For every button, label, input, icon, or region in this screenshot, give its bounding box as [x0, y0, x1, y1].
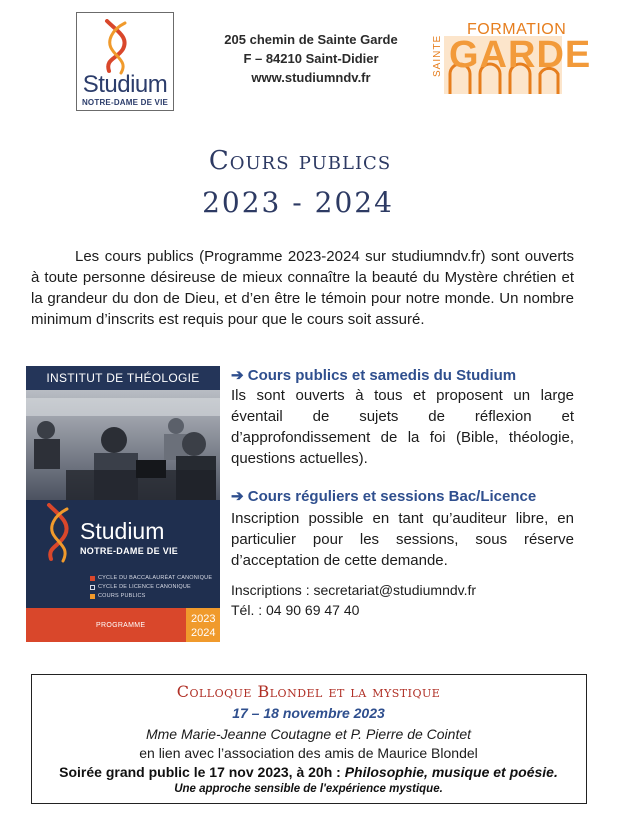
colloque-event-prefix: Soirée grand public le 17 nov 2023, à 20h :: [59, 764, 345, 780]
logo-wordmark: Studium: [82, 71, 168, 98]
formation-logo-main: GARDE: [449, 34, 592, 76]
colloque-title: Colloque Blondel et la mystique: [176, 682, 441, 701]
classroom-photo: [26, 390, 220, 500]
cover-cycle-marker: [90, 576, 95, 581]
address-street: 205 chemin de Sainte Garde: [224, 32, 398, 47]
cover-cycle-marker: [90, 594, 95, 599]
address-city: F – 84210 Saint-Didier: [243, 51, 379, 66]
cover-wordmark: Studium: [80, 518, 165, 544]
colloque-tagline: Une approche sensible de l'expérience mystique.: [174, 783, 443, 795]
colloque-event: [32, 764, 585, 780]
contact-email[interactable]: Inscriptions : secretariat@studiumndv.fr: [231, 582, 477, 598]
cover-year-start: 2023: [191, 613, 216, 625]
section-body-public: Ils sont ouverts à tous et proposent un large éventail de sujets de réflexion et d’approfondissement de la foi (Bible, théologie, questions actuelles).: [231, 387, 574, 467]
colloque-event-theme: Philosophie, musique et poésie.: [344, 764, 558, 780]
studium-flame-icon: [99, 19, 135, 75]
cover-flame-icon: [43, 503, 75, 563]
cover-cycle-public: COURS PUBLICS: [98, 593, 146, 599]
cover-cycle-marker: [90, 585, 95, 590]
contact-info: [231, 580, 476, 620]
section-body-regular: Inscription possible en tant qu’auditeur libre, en particulier pour les sessions, sous réserve d’acceptation de cette demande.: [231, 510, 574, 569]
address-block: [186, 30, 436, 87]
page-title: Cours publics: [208, 146, 392, 176]
logo-subtitle: NOTRE-DAME DE VIE: [81, 98, 169, 107]
contact-phone: Tél. : 04 90 69 47 40: [231, 602, 360, 618]
cover-program-label: PROGRAMME: [96, 622, 146, 629]
section-heading-public: ➔ Cours publics et samedis du Studium: [231, 367, 517, 384]
cover-cycle-licence: CYCLE DE LICENCE CANONIQUE: [98, 584, 191, 590]
colloque-association: en lien avec l’association des amis de Maurice Blondel: [139, 745, 478, 761]
colloque-date: 17 – 18 novembre 2023: [232, 705, 385, 721]
section-heading-regular: ➔ Cours réguliers et sessions Bac/Licence: [231, 488, 537, 505]
cover-band: INSTITUT DE THÉOLOGIE: [26, 366, 220, 390]
website-link[interactable]: www.studiumndv.fr: [251, 70, 371, 85]
intro-paragraph: Les cours publics (Programme 2023-2024 sur studiumndv.fr) sont ouverts à toute personne désireuse de mieux connaître la beauté du Mystère chrétien et la grandeur du don de Dieu, et d’en être le témoin pour notre monde. Un nombre minimum d’inscrits est requis pour que le cours soit assuré.: [31, 248, 574, 328]
studium-logo: [76, 12, 174, 111]
cover-subtitle: NOTRE-DAME DE VIE: [80, 546, 179, 556]
colloque-box: [31, 674, 587, 804]
colloque-speakers: Mme Marie-Jeanne Coutagne et P. Pierre de Cointet: [145, 726, 472, 742]
cover-cycle-bac: CYCLE DU BACCALAURÉAT CANONIQUE: [98, 575, 213, 581]
page-year: 2023 - 2024: [202, 186, 394, 219]
brochure-cover-image: [26, 366, 220, 642]
cover-year-end: 2024: [191, 627, 216, 639]
formation-logo-vertical: SAINTE: [432, 34, 443, 78]
formation-logo-top: FORMATION: [467, 21, 567, 38]
